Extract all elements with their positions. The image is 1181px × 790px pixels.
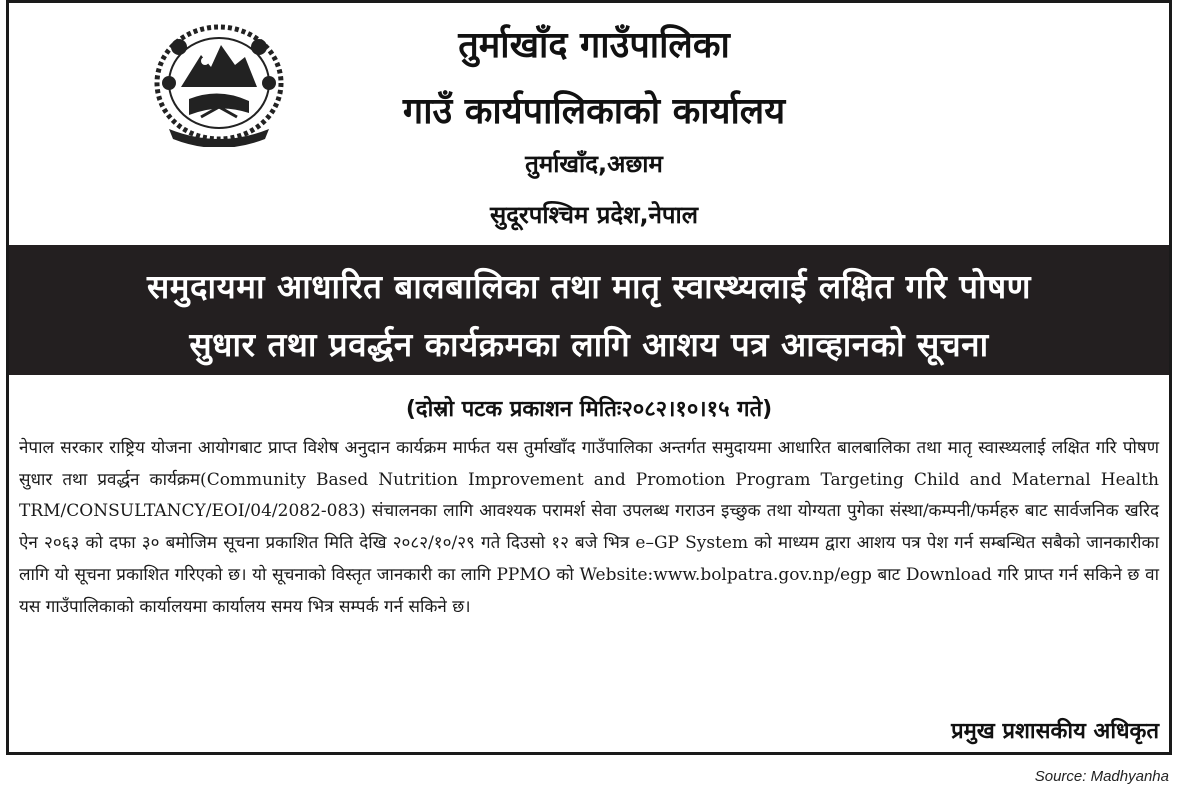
banner-line-1: समुदायमा आधारित बालबालिका तथा मातृ स्वास्थ्यलाई लक्षित गरि पोषण bbox=[146, 267, 1032, 306]
municipality-name: तुर्माखाँद गाउँपालिका bbox=[458, 25, 730, 66]
publication-date: (दोस्रो पटक प्रकाशन मितिः२०८२।१०।१५ गते) bbox=[405, 397, 773, 422]
banner-line-2: सुधार तथा प्रवर्द्धन कार्यक्रमका लागि आशय पत्र आव्हानको सूचना bbox=[189, 325, 989, 364]
office-name: गाउँ कार्यपालिकाको कार्यालय bbox=[402, 91, 786, 132]
office-address: तुर्माखाँद,अछाम bbox=[525, 150, 663, 178]
source-caption: Source: Madhyanha bbox=[1034, 768, 1169, 785]
signatory-title: प्रमुख प्रशासकीय अधिकृत bbox=[951, 719, 1159, 744]
notice-frame bbox=[6, 0, 1172, 755]
nepal-government-emblem-icon bbox=[149, 17, 289, 147]
province-name: सुदूरपश्चिम प्रदेश,नेपाल bbox=[489, 201, 699, 229]
notice-title-banner bbox=[9, 245, 1169, 375]
notice-body: नेपाल सरकार राष्ट्रिय योजना आयोगबाट प्राप्त विशेष अनुदान कार्यक्रम मार्फत यस तुर्माखाँद गाउँपालिका अन्तर्गत समुदायमा आधारित बालबालिका तथा मातृ स्वास्थ्यलाई लक्षित गरि पोषण सुधार तथा प्रवर्द्धन कार्यक्रम(Community Based Nutrition Improvement and Promotion Program Targeting Child and Maternal Health TRM/CONSULTANCY/EOI/04/2082-083) संचालनका लागि आवश्यक परामर्श सेवा उपलब्ध गराउन इच्छुक तथा योग्यता पुगेका संस्था/कम्पनी/फर्महरु बाट सार्वजनिक खरिद ऐन २०६३ को दफा ३० बमोजिम सूचना प्रकाशित मिति देखि २०८२/१०/२९ गते दिउसो १२ बजे भित्र e–GP System को माध्यम द्वारा आशय पत्र पेश गर्न सम्बन्धित सबैको जानकारीका लागि यो सूचना प्रकाशित गरिएको छ। यो सूचनाको विस्तृत जानकारी का लागि PPMO को Website:www.bolpatra.gov.np/egp बाट Download गरि प्राप्त गर्न सकिने छ वा यस गाउँपालिकाको कार्यालयमा कार्यालय समय भित्र सम्पर्क गर्न सकिने छ। bbox=[19, 438, 1159, 617]
